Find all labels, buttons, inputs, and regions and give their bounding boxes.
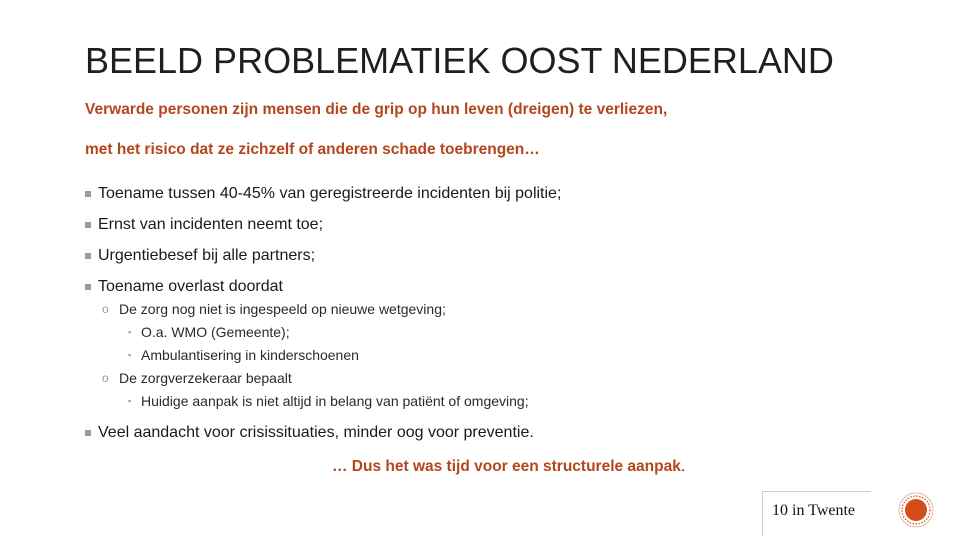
sub-sub-bullet-text: Ambulantisering in kinderschoenen <box>141 347 359 363</box>
sub-bullet-item <box>85 298 905 321</box>
square-bullet-icon <box>85 191 91 197</box>
bullet-item <box>85 214 905 236</box>
circle-bullet-icon: o <box>102 302 109 316</box>
sub-bullet-text: De zorgverzekeraar bepaalt <box>119 370 292 386</box>
bullet-item <box>85 422 905 444</box>
conclusion-period: . <box>680 458 686 475</box>
subtitle-line-1: Verwarde personen zijn mensen die de grip op hun leven (dreigen) te verliezen, <box>85 101 668 118</box>
slide-title: BEELD PROBLEMATIEK OOST NEDERLAND <box>85 40 834 81</box>
square-bullet-icon <box>85 253 91 259</box>
sub-bullet-text: De zorg nog niet is ingespeeld op nieuwe wetgeving; <box>119 301 446 317</box>
conclusion <box>332 458 685 476</box>
subtitle-line-2: met het risico dat ze zichzelf of anderen schade toebrengen… <box>85 141 540 158</box>
sun-logo-icon <box>898 492 934 528</box>
bullet-text: Toename tussen 40-45% van geregistreerde incidenten bij politie; <box>98 185 562 202</box>
conclusion-text: … Dus het was tijd voor een structurele aanpak <box>332 458 681 475</box>
sub-sub-bullet-item <box>85 321 905 344</box>
bullet-item <box>85 276 905 298</box>
sub-bullet-item <box>85 367 905 390</box>
bullet-list <box>85 183 905 444</box>
bullet-text: Urgentiebesef bij alle partners; <box>98 247 316 264</box>
bullet-item <box>85 245 905 267</box>
square-bullet-icon <box>85 284 91 290</box>
sub-sub-bullet-item <box>85 344 905 367</box>
square-bullet-icon <box>85 430 91 436</box>
sub-sub-bullet-text: O.a. WMO (Gemeente); <box>141 324 290 340</box>
bullet-item <box>85 183 905 205</box>
small-square-bullet-icon: ▪ <box>128 327 132 337</box>
bullet-text: Toename overlast doordat <box>98 278 283 295</box>
square-bullet-icon <box>85 222 91 228</box>
subtitle <box>85 90 905 170</box>
sub-sub-bullet-item <box>85 390 905 413</box>
bullet-text: Ernst van incidenten neemt toe; <box>98 216 324 233</box>
small-square-bullet-icon: ▪ <box>128 396 132 406</box>
circle-bullet-icon: o <box>102 371 109 385</box>
footer-label: 10 in Twente <box>772 502 856 519</box>
sub-sub-bullet-text: Huidige aanpak is niet altijd in belang van patiënt of omgeving; <box>141 393 529 409</box>
small-square-bullet-icon: ▪ <box>128 350 132 360</box>
bullet-text: Veel aandacht voor crisissituaties, minder oog voor preventie. <box>98 424 534 441</box>
